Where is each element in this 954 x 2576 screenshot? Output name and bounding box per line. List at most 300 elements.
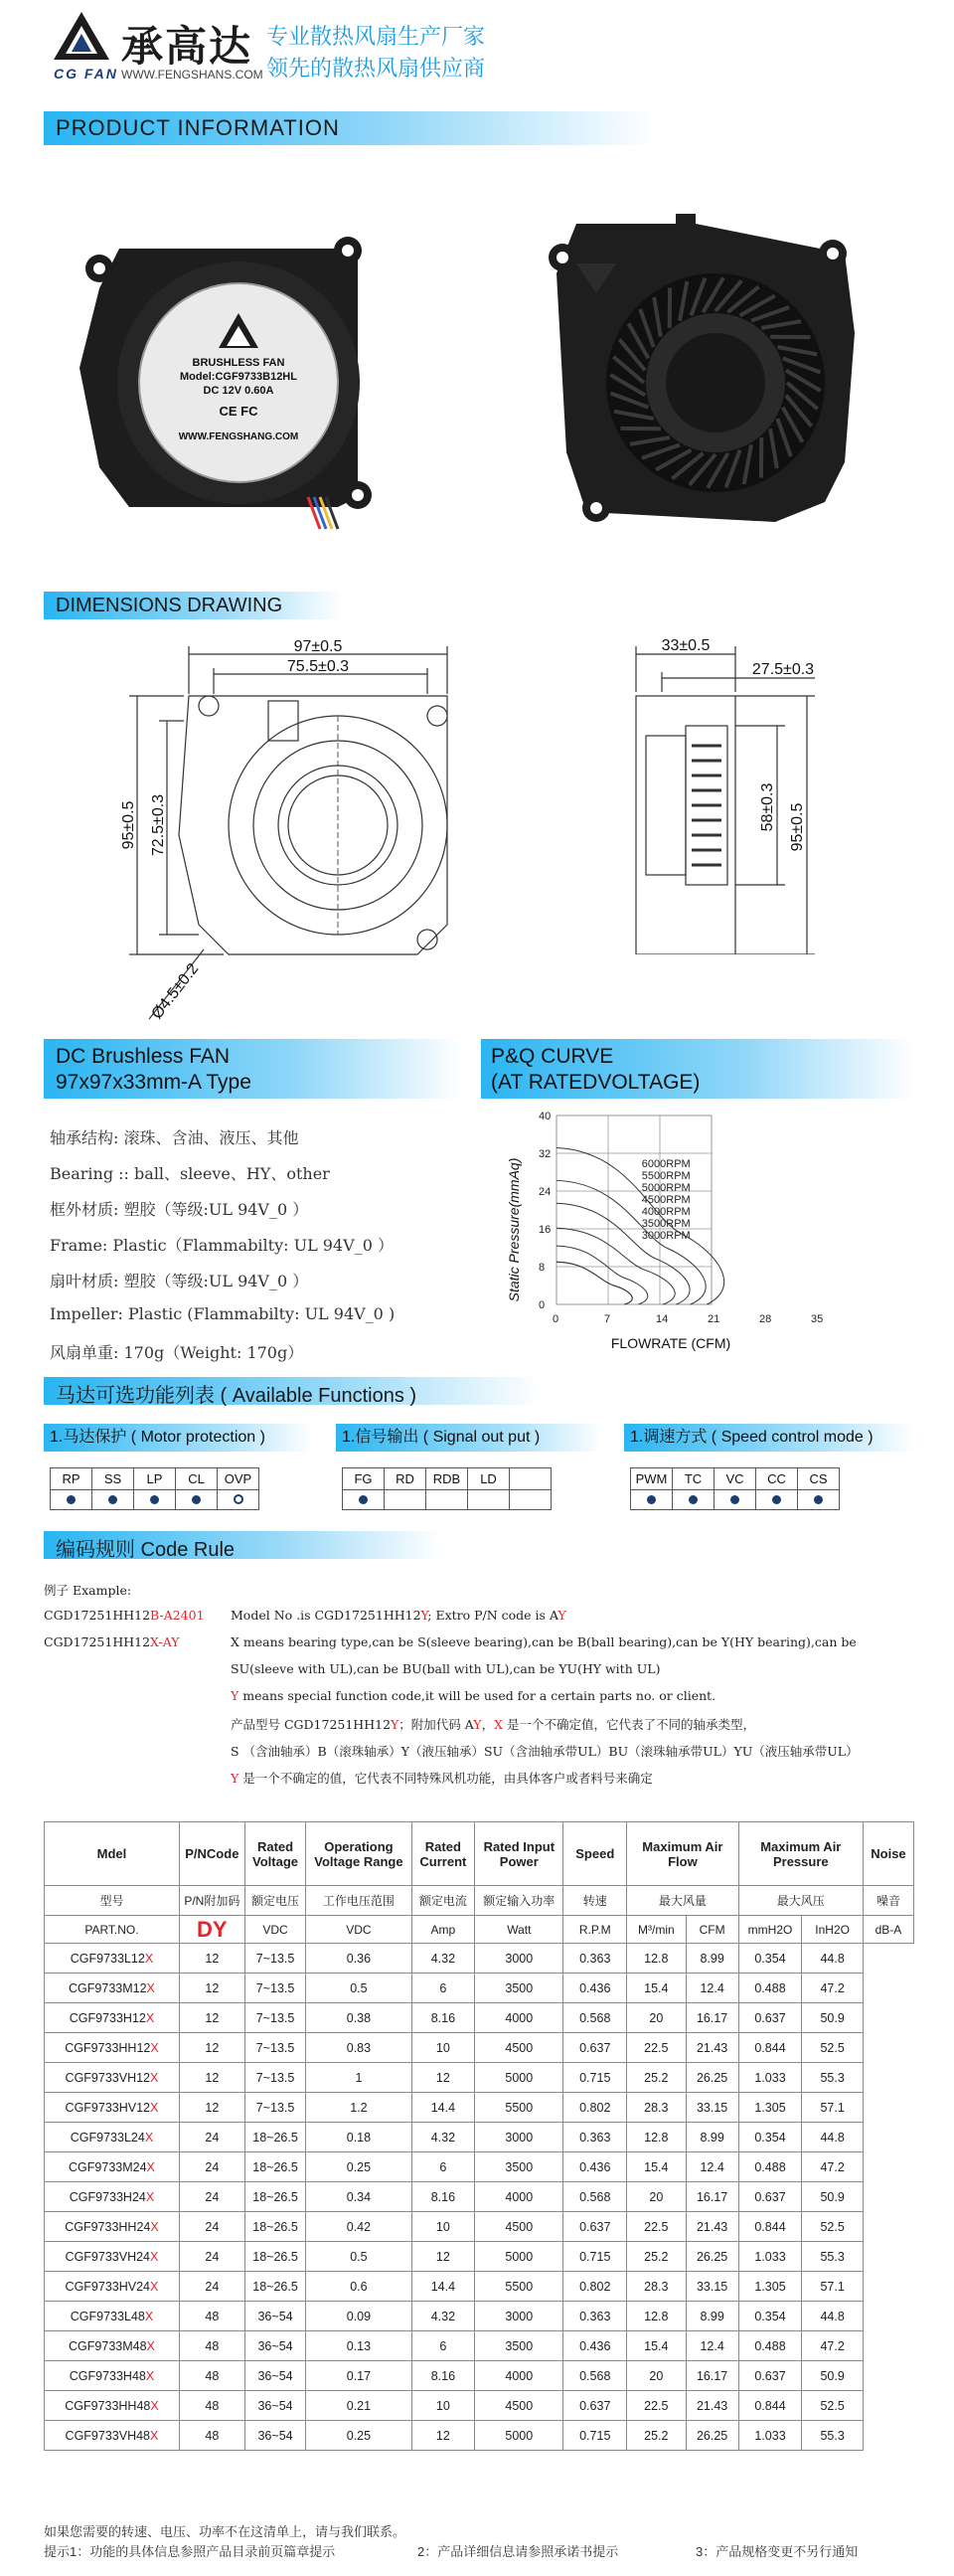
table-cell: 0.436 — [563, 2331, 627, 2361]
table-cell: 24 — [179, 2272, 244, 2302]
model-cell: CGF9733HH48X — [45, 2391, 180, 2421]
table-cell: 36~54 — [244, 2302, 306, 2331]
table-cell: 0.844 — [738, 2391, 802, 2421]
table-cell: 0.802 — [563, 2093, 627, 2123]
table-cell: 15.4 — [627, 2152, 686, 2182]
pq-ytick: 24 — [539, 1186, 552, 1198]
table-cell: 36~54 — [244, 2361, 306, 2391]
table-cell: 12.4 — [686, 1974, 738, 2003]
table-cell: 3500 — [475, 2152, 563, 2182]
product-info-title: PRODUCT INFORMATION — [56, 115, 340, 140]
pq-legend-item: 3000RPM — [641, 1230, 691, 1242]
pq-curve — [556, 1262, 632, 1304]
table-cell: 7~13.5 — [244, 1944, 306, 1974]
th-range: Operationg Voltage Range — [306, 1822, 411, 1886]
table-cell: 0.637 — [563, 2212, 627, 2242]
unit-vdc: VDC — [244, 1916, 306, 1944]
table-cell: 25.2 — [627, 2421, 686, 2451]
footer-line1: 如果您需要的转速、电压、功率不在这清单上，请与我们联系。 — [44, 2524, 406, 2539]
dim-side-h1: 58±0.3 — [759, 782, 776, 832]
table-row — [45, 2123, 914, 2152]
pq-xtick: 7 — [604, 1313, 611, 1325]
table-cell: 7~13.5 — [244, 2063, 306, 2093]
model-cell: CGF9733H12X — [45, 2003, 180, 2033]
table-cell: 1.305 — [738, 2093, 802, 2123]
optional-circle-icon — [234, 1494, 243, 1504]
pq-legend-item: 4500RPM — [641, 1194, 691, 1206]
func-item: CL — [176, 1468, 218, 1490]
table-cell: 14.4 — [411, 2093, 475, 2123]
pq-curve — [556, 1246, 648, 1304]
table-cell: 52.5 — [802, 2033, 864, 2063]
table-cell: 0.568 — [563, 2361, 627, 2391]
table-cell: 0.5 — [306, 1974, 411, 2003]
table-cell: 0.354 — [738, 1944, 802, 1974]
table-cell: 0.25 — [306, 2421, 411, 2451]
dim-height: 95±0.5 — [120, 800, 137, 850]
table-cell: 1.033 — [738, 2421, 802, 2451]
table-cell: 44.8 — [802, 2123, 864, 2152]
table-row — [45, 2421, 914, 2451]
table-cell: 25.2 — [627, 2242, 686, 2272]
table-cell: 12 — [179, 1974, 244, 2003]
spec-frame-cn: 框外材质: 塑胶（等级:UL 94V_0 ） — [50, 1200, 309, 1219]
code-cn-desc1: 产品型号 CGD17251HH12Y；附加代码 AY，X 是一个不确定值，它代表了不同的轴承类型， — [231, 1717, 755, 1732]
logo-icon — [52, 10, 111, 62]
table-cell: 1.033 — [738, 2063, 802, 2093]
table-cell: 57.1 — [802, 2272, 864, 2302]
func-item — [510, 1468, 552, 1490]
table-row — [45, 1944, 914, 1974]
table-cell: 1.305 — [738, 2272, 802, 2302]
table-cell: 4500 — [475, 2391, 563, 2421]
table-cell: 3500 — [475, 1974, 563, 2003]
table-cell: 47.2 — [802, 2331, 864, 2361]
table-cell: 12 — [179, 2003, 244, 2033]
pq-legend-item: 3500RPM — [641, 1218, 691, 1230]
func-item: VC — [715, 1468, 756, 1490]
table-cell: 3000 — [475, 1944, 563, 1974]
table-row — [45, 2391, 914, 2421]
th-airflow: Maximum Air Flow — [627, 1822, 739, 1886]
table-cell: 12 — [411, 2421, 475, 2451]
table-cell: 0.715 — [563, 2242, 627, 2272]
model-cell: CGF9733HV24X — [45, 2272, 180, 2302]
table-cell: 0.17 — [306, 2361, 411, 2391]
table-cell: 0.715 — [563, 2063, 627, 2093]
table-cell: 0.488 — [738, 1974, 802, 2003]
table-cell: 44.8 — [802, 2302, 864, 2331]
model-cell: CGF9733M12X — [45, 1974, 180, 2003]
table-row — [45, 2302, 914, 2331]
code-x-desc1: X means bearing type,can be S(sleeve bearing),can be B(ball bearing),can be Y(HY bearing),can be — [231, 1634, 857, 1649]
dimensions-title: DIMENSIONS DRAWING — [56, 595, 283, 616]
unit-watt: Watt — [475, 1916, 563, 1944]
fan-label-line1: BRUSHLESS FAN — [192, 357, 285, 369]
table-cell: 6 — [411, 1974, 475, 2003]
model-cell: CGF9733L12X — [45, 1944, 180, 1974]
fan-back-photo — [517, 214, 874, 532]
table-cell: 33.15 — [686, 2272, 738, 2302]
spec-frame-en: Frame: Plastic（Flammabilty: UL 94V_0 ） — [50, 1236, 394, 1255]
table-cell: 15.4 — [627, 1974, 686, 2003]
spec-impeller-cn: 扇叶材质: 塑胶（等级:UL 94V_0 ） — [50, 1272, 309, 1290]
table-cell: 1 — [306, 2063, 411, 2093]
unit-amp: Amp — [411, 1916, 475, 1944]
model-cell: CGF9733M24X — [45, 2152, 180, 2182]
func-table-3 — [630, 1467, 840, 1510]
fan-label-line4: CE FC — [219, 404, 258, 419]
pq-ytick: 32 — [539, 1148, 552, 1160]
table-cell: 6 — [411, 2152, 475, 2182]
pq-line2: (AT RATEDVOLTAGE) — [491, 1071, 701, 1094]
unit-m3min: M³/min — [627, 1916, 686, 1944]
pq-xtick: 28 — [759, 1313, 772, 1325]
table-cell: 15.4 — [627, 2331, 686, 2361]
table-cell: 10 — [411, 2212, 475, 2242]
table-cell: 12 — [179, 1944, 244, 1974]
table-cell: 0.488 — [738, 2331, 802, 2361]
code-sample1: CGD17251HH12B-A2401 — [44, 1608, 205, 1623]
th-power: Rated Input Power — [475, 1822, 563, 1886]
available-dot-icon — [359, 1495, 368, 1504]
th-pn: P/NCode — [179, 1822, 244, 1886]
available-dot-icon — [108, 1495, 117, 1504]
model-cell: CGF9733L48X — [45, 2302, 180, 2331]
table-cell: 18~26.5 — [244, 2242, 306, 2272]
th-cn-power: 额定输入功率 — [475, 1886, 563, 1916]
available-dot-icon — [772, 1495, 781, 1504]
table-cell: 0.83 — [306, 2033, 411, 2063]
unit-rpm: R.P.M — [563, 1916, 627, 1944]
unit-cfm: CFM — [686, 1916, 738, 1944]
table-cell: 0.568 — [563, 2003, 627, 2033]
table-cell: 0.34 — [306, 2182, 411, 2212]
table-cell: 5000 — [475, 2421, 563, 2451]
table-cell: 0.844 — [738, 2033, 802, 2063]
table-cell: 8.16 — [411, 2361, 475, 2391]
th-voltage: Rated Voltage — [244, 1822, 306, 1886]
available-dot-icon — [647, 1495, 656, 1504]
footer-hint3: 3：产品规格变更不另行通知 — [696, 2544, 859, 2559]
pq-legend-item: 4000RPM — [641, 1206, 691, 1218]
table-row — [45, 2242, 914, 2272]
code-model-desc: Model No .is CGD17251HH12Y; Extro P/N code is AY — [231, 1608, 566, 1623]
code-example: 例子 Example: — [44, 1583, 132, 1598]
code-sample2: CGD17251HH12X-AY — [44, 1634, 180, 1649]
func-item: LD — [468, 1468, 510, 1490]
table-cell: 8.16 — [411, 2182, 475, 2212]
table-cell: 1.2 — [306, 2093, 411, 2123]
available-dot-icon — [192, 1495, 201, 1504]
table-row — [45, 2152, 914, 2182]
table-cell: 12.8 — [627, 2123, 686, 2152]
dc-line2: 97x97x33mm-A Type — [56, 1071, 251, 1094]
spec-table — [44, 1821, 914, 2451]
model-cell: CGF9733L24X — [45, 2123, 180, 2152]
func-item: CS — [798, 1468, 840, 1490]
code-cn-desc3: Y 是一个不确定的值，它代表不同特殊风机功能，由具体客户或者料号来确定 — [231, 1771, 653, 1786]
dc-line1: DC Brushless FAN — [56, 1045, 231, 1068]
dim-inner: 75.5±0.3 — [286, 658, 350, 675]
unit-mmh2o: mmH2O — [738, 1916, 802, 1944]
code-x-desc2: SU(sleeve with UL),can be BU(ball with UL),can be YU(HY with UL) — [231, 1661, 661, 1676]
table-cell: 0.802 — [563, 2272, 627, 2302]
code-rule-title: 编码规则 Code Rule — [56, 1539, 236, 1561]
func-group2-label: 1.信号输出 ( Signal out put ) — [336, 1424, 602, 1452]
th-model: Mdel — [45, 1822, 180, 1886]
func-item: RD — [385, 1468, 426, 1490]
table-cell: 22.5 — [627, 2391, 686, 2421]
model-cell: CGF9733M48X — [45, 2331, 180, 2361]
slogan-1: 专业散热风扇生产厂家 — [266, 25, 486, 50]
table-cell: 36~54 — [244, 2331, 306, 2361]
func-item: LP — [134, 1468, 176, 1490]
table-cell: 18~26.5 — [244, 2123, 306, 2152]
fan-label-line2: Model:CGF9733B12HL — [180, 371, 297, 383]
table-cell: 20 — [627, 2182, 686, 2212]
footer-hint2: 2：产品详细信息请参照承诺书提示 — [417, 2544, 619, 2559]
available-dot-icon — [67, 1495, 76, 1504]
table-cell: 0.637 — [563, 2033, 627, 2063]
fan-label-line3: DC 12V 0.60A — [203, 385, 274, 397]
func-item: PWM — [631, 1468, 673, 1490]
table-cell: 25.2 — [627, 2063, 686, 2093]
table-cell: 26.25 — [686, 2242, 738, 2272]
table-cell: 52.5 — [802, 2212, 864, 2242]
table-cell: 48 — [179, 2302, 244, 2331]
pq-xtick: 35 — [811, 1313, 824, 1325]
footer-hint1: 提示1：功能的具体信息参照产品目录前页篇章提示 — [44, 2544, 336, 2559]
table-cell: 0.488 — [738, 2152, 802, 2182]
table-cell: 0.436 — [563, 1974, 627, 2003]
table-row — [45, 2033, 914, 2063]
pq-xtick: 0 — [553, 1313, 559, 1325]
table-cell: 7~13.5 — [244, 2093, 306, 2123]
dim-inner-h: 72.5±0.3 — [150, 793, 167, 857]
table-row — [45, 2093, 914, 2123]
table-cell: 4500 — [475, 2033, 563, 2063]
func-item: FG — [343, 1468, 385, 1490]
model-cell: CGF9733VH12X — [45, 2063, 180, 2093]
table-cell: 12 — [179, 2093, 244, 2123]
table-cell: 22.5 — [627, 2033, 686, 2063]
unit-inh2o: InH2O — [802, 1916, 864, 1944]
table-cell: 4.32 — [411, 2302, 475, 2331]
pq-legend-item: 5000RPM — [641, 1182, 691, 1194]
model-cell: CGF9733VH48X — [45, 2421, 180, 2451]
table-cell: 50.9 — [802, 2003, 864, 2033]
table-cell: 24 — [179, 2242, 244, 2272]
table-cell: 0.42 — [306, 2212, 411, 2242]
table-cell: 12 — [179, 2033, 244, 2063]
table-cell: 4.32 — [411, 2123, 475, 2152]
table-cell: 4000 — [475, 2361, 563, 2391]
pq-xtick: 14 — [656, 1313, 669, 1325]
func-table-1 — [50, 1467, 259, 1510]
table-cell: 7~13.5 — [244, 2033, 306, 2063]
pq-chart — [497, 1106, 835, 1354]
table-row — [45, 2212, 914, 2242]
table-cell: 18~26.5 — [244, 2272, 306, 2302]
pq-curve — [556, 1148, 724, 1304]
table-row — [45, 2361, 914, 2391]
table-cell: 12 — [411, 2242, 475, 2272]
table-cell: 0.568 — [563, 2182, 627, 2212]
functions-title: 马达可选功能列表 ( Available Functions ) — [56, 1385, 417, 1407]
table-cell: 0.36 — [306, 1944, 411, 1974]
table-cell: 48 — [179, 2421, 244, 2451]
table-cell: 26.25 — [686, 2421, 738, 2451]
table-cell: 16.17 — [686, 2182, 738, 2212]
pq-ytick: 0 — [539, 1299, 546, 1311]
fan-label-line5: WWW.FENGSHANG.COM — [178, 431, 299, 442]
table-cell: 0.09 — [306, 2302, 411, 2331]
table-cell: 8.99 — [686, 2302, 738, 2331]
table-cell: 24 — [179, 2123, 244, 2152]
table-cell: 8.99 — [686, 2123, 738, 2152]
model-cell: CGF9733HH24X — [45, 2212, 180, 2242]
table-cell: 4000 — [475, 2182, 563, 2212]
table-cell: 36~54 — [244, 2391, 306, 2421]
table-cell: 55.3 — [802, 2421, 864, 2451]
table-cell: 0.715 — [563, 2421, 627, 2451]
table-row — [45, 2331, 914, 2361]
table-cell: 0.844 — [738, 2212, 802, 2242]
th-cn-speed: 转速 — [563, 1886, 627, 1916]
table-cell: 52.5 — [802, 2391, 864, 2421]
unit-dba: dB-A — [863, 1916, 913, 1944]
table-cell: 33.15 — [686, 2093, 738, 2123]
model-cell: CGF9733VH24X — [45, 2242, 180, 2272]
table-cell: 21.43 — [686, 2033, 738, 2063]
table-cell: 12.4 — [686, 2331, 738, 2361]
table-cell: 16.17 — [686, 2361, 738, 2391]
available-dot-icon — [730, 1495, 739, 1504]
table-cell: 21.43 — [686, 2391, 738, 2421]
th-current: Rated Current — [411, 1822, 475, 1886]
pq-curve — [556, 1262, 632, 1304]
pq-line1: P&Q CURVE — [491, 1045, 614, 1068]
table-cell: 0.38 — [306, 2003, 411, 2033]
table-cell: 50.9 — [802, 2182, 864, 2212]
available-dot-icon — [814, 1495, 823, 1504]
table-cell: 0.637 — [738, 2361, 802, 2391]
table-cell: 55.3 — [802, 2242, 864, 2272]
table-cell: 0.354 — [738, 2302, 802, 2331]
table-cell: 26.25 — [686, 2063, 738, 2093]
unit-vdc-range: VDC — [306, 1916, 411, 1944]
table-cell: 0.363 — [563, 2302, 627, 2331]
table-cell: 12.4 — [686, 2152, 738, 2182]
func-group3-label: 1.调速方式 ( Speed control mode ) — [624, 1424, 914, 1452]
table-cell: 0.18 — [306, 2123, 411, 2152]
brand-url: WWW.FENGSHANS.COM — [121, 68, 263, 82]
table-cell: 12 — [179, 2063, 244, 2093]
func-item: SS — [92, 1468, 134, 1490]
table-cell: 4500 — [475, 2212, 563, 2242]
th-cn-airflow: 最大风量 — [627, 1886, 739, 1916]
table-cell: 57.1 — [802, 2093, 864, 2123]
pq-ytick: 40 — [539, 1111, 552, 1122]
table-cell: 0.13 — [306, 2331, 411, 2361]
table-cell: 5500 — [475, 2272, 563, 2302]
front-dimension-drawing — [119, 636, 497, 1034]
table-row — [45, 1974, 914, 2003]
code-y-desc: Y means special function code,it will be used for a certain parts no. or client. — [231, 1688, 716, 1703]
table-cell: 28.3 — [627, 2272, 686, 2302]
table-cell: 4000 — [475, 2003, 563, 2033]
table-cell: 7~13.5 — [244, 2003, 306, 2033]
table-cell: 12.8 — [627, 2302, 686, 2331]
table-row — [45, 2182, 914, 2212]
pn-code-cell: DY — [179, 1916, 244, 1944]
table-cell: 0.637 — [563, 2391, 627, 2421]
dim-side-h2: 95±0.5 — [789, 802, 806, 852]
model-cell: CGF9733HV12X — [45, 2093, 180, 2123]
th-speed: Speed — [563, 1822, 627, 1886]
table-cell: 20 — [627, 2003, 686, 2033]
table-cell: 55.3 — [802, 2063, 864, 2093]
table-cell: 44.8 — [802, 1944, 864, 1974]
table-cell: 0.363 — [563, 1944, 627, 1974]
dim-depth2: 27.5±0.3 — [751, 661, 815, 678]
table-cell: 0.21 — [306, 2391, 411, 2421]
table-cell: 36~54 — [244, 2421, 306, 2451]
spec-impeller-en: Impeller: Plastic (Flammabilty: UL 94V_0 ) — [50, 1304, 396, 1323]
pq-xlabel: FLOWRATE (CFM) — [610, 1335, 731, 1351]
table-cell: 0.6 — [306, 2272, 411, 2302]
available-dot-icon — [150, 1495, 159, 1504]
table-cell: 22.5 — [627, 2212, 686, 2242]
func-item: OVP — [218, 1468, 259, 1490]
table-cell: 0.354 — [738, 2123, 802, 2152]
table-cell: 0.5 — [306, 2242, 411, 2272]
table-cell: 24 — [179, 2152, 244, 2182]
table-cell: 48 — [179, 2361, 244, 2391]
slogan-2: 领先的散热风扇供应商 — [266, 57, 486, 82]
table-row — [45, 2003, 914, 2033]
pq-legend-item: 5500RPM — [641, 1170, 691, 1182]
func-item: TC — [673, 1468, 715, 1490]
th-cn-pressure: 最大风压 — [738, 1886, 863, 1916]
brand-name: 承高达 — [121, 22, 253, 71]
fan-front-photo — [60, 209, 398, 537]
table-cell: 24 — [179, 2182, 244, 2212]
table-cell: 0.637 — [738, 2182, 802, 2212]
model-cell: CGF9733HH12X — [45, 2033, 180, 2063]
table-cell: 47.2 — [802, 1974, 864, 2003]
pq-xtick: 21 — [708, 1313, 720, 1325]
table-cell: 3500 — [475, 2331, 563, 2361]
available-dot-icon — [689, 1495, 698, 1504]
table-cell: 8.16 — [411, 2003, 475, 2033]
table-cell: 10 — [411, 2033, 475, 2063]
th-cn-current: 额定电流 — [411, 1886, 475, 1916]
table-cell: 12 — [411, 2063, 475, 2093]
th-cn-voltage: 额定电压 — [244, 1886, 306, 1916]
table-cell: 18~26.5 — [244, 2152, 306, 2182]
table-cell: 8.99 — [686, 1944, 738, 1974]
table-cell: 5500 — [475, 2093, 563, 2123]
table-row — [45, 2063, 914, 2093]
spec-bearing-cn: 轴承结构: 滚珠、含油、液压、其他 — [50, 1128, 299, 1147]
th-cn-pn: P/N附加码 — [179, 1886, 244, 1916]
table-cell: 12.8 — [627, 1944, 686, 1974]
table-cell: 0.25 — [306, 2152, 411, 2182]
table-cell: 18~26.5 — [244, 2212, 306, 2242]
spec-bearing-en: Bearing :: ball、sleeve、HY、other — [50, 1164, 330, 1183]
